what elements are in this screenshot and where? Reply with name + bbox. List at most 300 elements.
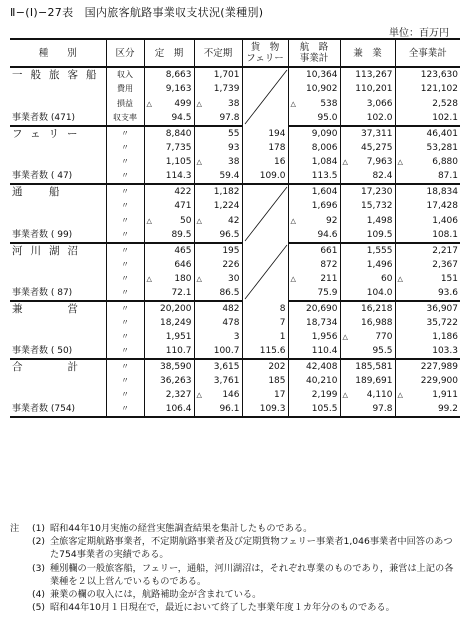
value-cell — [194, 199, 242, 213]
value-cell — [242, 359, 288, 374]
value-text: 8,663 — [165, 70, 192, 81]
value-cell — [340, 141, 395, 155]
value-cell — [395, 155, 460, 169]
value-text: 55 — [228, 129, 240, 139]
value-text: 110,201 — [355, 84, 393, 95]
negative-mark: △ — [196, 391, 202, 399]
negative-mark: △ — [146, 99, 152, 108]
value-cell — [288, 199, 340, 213]
value-cell — [340, 96, 395, 110]
value-text: 37,311 — [361, 129, 393, 139]
row-class: 損益 — [106, 96, 144, 110]
row-class: 〃 — [106, 272, 144, 286]
value-text: 482 — [222, 304, 240, 314]
value-cell — [144, 141, 194, 155]
value-cell — [395, 82, 460, 96]
negative-mark: △ — [196, 216, 202, 225]
value-text: 87.1 — [437, 171, 458, 181]
value-text: 1,911 — [432, 390, 458, 400]
value-cell — [340, 301, 395, 316]
table-row — [10, 141, 460, 155]
row-class: 〃 — [106, 374, 144, 388]
value-cell — [288, 111, 340, 126]
row-class: 〃 — [106, 258, 144, 272]
value-text: 100.7 — [213, 346, 240, 356]
value-cell — [242, 402, 288, 417]
table-row — [10, 359, 460, 374]
note-head — [10, 562, 32, 588]
value-text: 17,428 — [426, 201, 458, 212]
value-text: 4,110 — [366, 390, 393, 400]
value-text: 185 — [268, 376, 286, 386]
value-text: 1,696 — [311, 201, 338, 212]
value-text: 97.8 — [372, 404, 393, 414]
value-cell — [144, 374, 194, 388]
header-koro-a: 航 路 — [299, 42, 329, 53]
value-cell — [288, 402, 340, 417]
value-text: 35,722 — [426, 318, 458, 328]
value-cell — [395, 213, 460, 227]
row-class: 〃 — [106, 243, 144, 258]
value-cell — [340, 155, 395, 169]
value-cell — [288, 96, 340, 110]
negative-mark: △ — [196, 158, 202, 166]
value-cell — [194, 111, 242, 126]
value-cell — [288, 67, 340, 82]
note-head — [10, 601, 32, 614]
row-class: 〃 — [106, 359, 144, 374]
value-text: 115.6 — [259, 346, 286, 356]
category-name: 合 計 — [12, 361, 86, 373]
value-cell — [288, 141, 340, 155]
table-title: Ⅱ−(Ⅰ)−27表 国内旅客航路事業収支状況(業種別) — [10, 6, 264, 19]
value-text: 108.1 — [432, 229, 458, 240]
category-blank — [10, 272, 106, 286]
value-text: 661 — [320, 246, 338, 256]
value-text: 7,963 — [366, 157, 393, 167]
note-number: (4) — [32, 589, 46, 601]
value-cell — [395, 258, 460, 272]
value-cell — [242, 344, 288, 359]
value-cell — [194, 344, 242, 359]
footnotes — [10, 522, 460, 614]
negative-mark: △ — [342, 391, 348, 399]
value-text: 151 — [440, 274, 458, 284]
row-class: 収入 — [106, 67, 144, 82]
value-cell — [395, 286, 460, 301]
value-text: 1,105 — [165, 157, 192, 167]
value-cell — [340, 169, 395, 184]
negative-mark: △ — [342, 333, 348, 341]
value-cell — [242, 316, 288, 330]
value-cell — [144, 344, 194, 359]
table-row — [10, 184, 460, 199]
value-text: 1,498 — [366, 215, 393, 226]
income-table — [10, 38, 460, 418]
value-cell — [395, 228, 460, 243]
operator-count: 事業者数 (471) — [10, 111, 106, 126]
value-text: 202 — [268, 362, 286, 372]
negative-mark: △ — [290, 99, 296, 108]
row-class: 費用 — [106, 82, 144, 96]
value-text: 1,701 — [213, 70, 240, 81]
value-text: 194 — [268, 128, 286, 139]
note-item — [10, 535, 460, 561]
value-cell — [395, 141, 460, 155]
row-class: 〃 — [106, 213, 144, 227]
value-cell — [242, 388, 288, 402]
row-class: 〃 — [106, 228, 144, 243]
value-text: 110.7 — [165, 346, 192, 356]
table-row — [10, 126, 460, 141]
operator-count: 事業者数 ( 50) — [10, 344, 106, 359]
table-row — [10, 316, 460, 330]
value-text: 770 — [375, 332, 393, 342]
row-class: 〃 — [106, 169, 144, 184]
value-cell — [144, 243, 194, 258]
table-row — [10, 402, 460, 417]
table-row — [10, 111, 460, 126]
unit-label: 単位：百万円 — [389, 28, 449, 39]
value-text: 1,951 — [165, 332, 192, 342]
value-text: 6,880 — [432, 157, 458, 167]
header-kamotsu-b: フェリー — [246, 53, 284, 64]
table-row — [10, 272, 460, 286]
value-text: 72.1 — [171, 288, 192, 298]
negative-mark: △ — [196, 275, 202, 283]
operator-count: 事業者数 ( 99) — [10, 228, 106, 243]
value-text: 93.6 — [437, 288, 458, 298]
value-cell — [395, 96, 460, 110]
negative-mark: △ — [397, 275, 403, 283]
value-cell — [194, 184, 242, 199]
value-text: 96.5 — [219, 229, 240, 240]
note-text: 昭和44年10月実施の経営実態調査結果を集計したものである。 — [50, 523, 313, 534]
header-total: 全事業計 — [395, 39, 460, 67]
table-row — [10, 374, 460, 388]
value-text: 121,102 — [420, 84, 458, 95]
value-cell — [144, 388, 194, 402]
value-cell — [288, 330, 340, 344]
value-text: 109.3 — [259, 404, 286, 414]
note-item — [10, 562, 460, 588]
value-text: 17 — [274, 390, 286, 400]
note-number: (1) — [32, 523, 46, 534]
value-cell — [242, 155, 288, 169]
row-class: 〃 — [106, 199, 144, 213]
value-cell — [144, 272, 194, 286]
value-cell — [194, 243, 242, 258]
value-text: 36,263 — [160, 376, 192, 386]
value-text: 20,200 — [160, 304, 192, 314]
value-cell — [194, 258, 242, 272]
value-cell — [395, 359, 460, 374]
value-text: 16,218 — [361, 304, 393, 314]
header-koro-b: 事業計 — [299, 53, 329, 64]
value-cell — [194, 141, 242, 155]
table-row — [10, 388, 460, 402]
negative-mark: △ — [146, 275, 152, 283]
value-text: 2,528 — [432, 98, 458, 109]
value-text: 180 — [174, 274, 192, 284]
value-cell — [395, 402, 460, 417]
negative-mark: △ — [342, 158, 348, 166]
value-text: 95.0 — [317, 112, 338, 123]
value-text: 1,956 — [311, 332, 338, 342]
value-cell — [288, 82, 340, 96]
value-text: 16,988 — [361, 318, 393, 328]
row-class: 〃 — [106, 316, 144, 330]
row-class: 〃 — [106, 286, 144, 301]
value-cell — [340, 344, 395, 359]
value-cell — [194, 272, 242, 286]
category-blank — [10, 316, 106, 330]
note-head: 注 — [10, 523, 20, 534]
value-cell — [144, 126, 194, 141]
value-cell — [144, 155, 194, 169]
value-cell — [288, 316, 340, 330]
value-cell — [395, 67, 460, 82]
value-text: 7,735 — [165, 143, 192, 153]
table-row — [10, 228, 460, 243]
value-cell — [395, 272, 460, 286]
slash-line — [243, 68, 289, 126]
value-cell — [242, 301, 288, 316]
value-text: 2,199 — [311, 390, 338, 400]
value-text: 123,630 — [420, 70, 458, 81]
negative-mark: △ — [397, 391, 403, 399]
value-text: 36,907 — [426, 304, 458, 314]
value-text: 109.0 — [259, 171, 286, 181]
row-class: 収支率 — [106, 111, 144, 126]
value-text: 50 — [180, 215, 192, 226]
value-cell — [194, 67, 242, 82]
value-text: 2,327 — [165, 390, 192, 400]
value-cell — [194, 169, 242, 184]
diagonal-slash — [242, 184, 288, 243]
value-text: 227,989 — [420, 362, 458, 372]
value-cell — [144, 213, 194, 227]
value-text: 471 — [174, 201, 192, 212]
note-item — [10, 588, 460, 601]
note-number: (5) — [32, 602, 46, 614]
value-text: 38 — [228, 98, 240, 109]
value-text: 42,408 — [306, 362, 338, 372]
value-text: 18,249 — [160, 318, 192, 328]
value-cell — [395, 169, 460, 184]
value-cell — [395, 199, 460, 213]
value-cell — [242, 169, 288, 184]
value-text: 95.5 — [372, 346, 393, 356]
row-class: 〃 — [106, 141, 144, 155]
value-cell — [288, 155, 340, 169]
negative-mark: △ — [397, 158, 403, 166]
value-cell — [144, 301, 194, 316]
value-cell — [340, 316, 395, 330]
value-cell — [288, 169, 340, 184]
value-text: 499 — [174, 98, 192, 109]
table-row — [10, 258, 460, 272]
value-text: 178 — [268, 143, 286, 153]
value-text: 10,902 — [306, 84, 338, 95]
value-cell — [144, 258, 194, 272]
table-row — [10, 301, 460, 316]
value-cell — [144, 111, 194, 126]
value-text: 46,401 — [426, 129, 458, 139]
note-text: 全旅客定期航路事業者，不定期航路事業者及び定期貨物フェリー事業者1,046事業者中回答のあつた754事業者の実績である。 — [50, 536, 453, 561]
row-class: 〃 — [106, 388, 144, 402]
value-text: 103.3 — [432, 346, 458, 356]
value-cell — [340, 199, 395, 213]
value-cell — [288, 286, 340, 301]
value-cell — [340, 258, 395, 272]
value-text: 195 — [222, 246, 240, 256]
value-cell — [144, 96, 194, 110]
value-text: 1,604 — [311, 187, 338, 198]
row-class: 〃 — [106, 301, 144, 316]
value-cell — [242, 330, 288, 344]
value-text: 105.5 — [311, 404, 338, 414]
value-cell — [194, 359, 242, 374]
value-cell — [194, 286, 242, 301]
value-cell — [242, 374, 288, 388]
value-cell — [288, 228, 340, 243]
row-class: 〃 — [106, 184, 144, 199]
value-cell — [144, 199, 194, 213]
value-text: 1,406 — [432, 215, 458, 226]
value-cell — [395, 126, 460, 141]
value-text: 17,230 — [361, 187, 393, 198]
value-text: 94.5 — [171, 112, 192, 123]
slash-line — [243, 243, 289, 301]
value-cell — [340, 126, 395, 141]
value-text: 185,581 — [355, 362, 393, 372]
value-cell — [144, 228, 194, 243]
value-text: 1,182 — [213, 187, 240, 198]
row-class: 〃 — [106, 155, 144, 169]
value-text: 1,186 — [432, 332, 458, 342]
value-cell — [194, 155, 242, 169]
value-cell — [288, 258, 340, 272]
value-text: 189,691 — [355, 376, 393, 386]
value-cell — [340, 111, 395, 126]
value-text: 1,555 — [366, 246, 393, 256]
value-text: 3,761 — [213, 376, 240, 386]
value-text: 97.8 — [219, 112, 240, 123]
table-row — [10, 67, 460, 82]
note-item — [10, 522, 460, 535]
category-blank — [10, 82, 106, 96]
operator-count: 事業者数 (754) — [10, 402, 106, 417]
negative-mark: △ — [290, 216, 296, 225]
header-cls: 区分 — [106, 39, 144, 67]
value-cell — [242, 126, 288, 141]
value-text: 104.0 — [366, 288, 393, 298]
category-blank — [10, 213, 106, 227]
value-text: 93 — [228, 143, 240, 153]
value-text: 40,210 — [306, 376, 338, 386]
value-cell — [288, 126, 340, 141]
value-text: 9,163 — [165, 84, 192, 95]
value-text: 75.9 — [317, 288, 338, 298]
value-text: 42 — [228, 215, 240, 226]
value-text: 96.1 — [219, 404, 240, 414]
value-text: 102.1 — [432, 112, 458, 123]
value-cell — [340, 213, 395, 227]
value-text: 30 — [228, 274, 240, 284]
value-cell — [340, 228, 395, 243]
value-cell — [395, 301, 460, 316]
value-cell — [194, 374, 242, 388]
value-text: 53,281 — [426, 143, 458, 153]
diagonal-slash — [242, 243, 288, 301]
value-cell — [144, 82, 194, 96]
value-text: 2,367 — [432, 260, 458, 270]
value-cell — [144, 316, 194, 330]
value-cell — [288, 272, 340, 286]
value-cell — [340, 184, 395, 199]
category-blank — [10, 374, 106, 388]
value-text: 8,840 — [165, 129, 192, 139]
table-row — [10, 330, 460, 344]
value-text: 59.4 — [219, 171, 240, 181]
value-text: 1,496 — [366, 260, 393, 270]
value-cell — [288, 359, 340, 374]
value-text: 60 — [381, 274, 393, 284]
value-cell — [194, 301, 242, 316]
value-text: 18,734 — [306, 318, 338, 328]
value-text: 1,224 — [213, 201, 240, 212]
value-text: 10,364 — [306, 70, 338, 81]
category-blank — [10, 258, 106, 272]
header-row — [10, 39, 460, 67]
value-text: 99.2 — [437, 404, 458, 414]
value-cell — [288, 388, 340, 402]
table-row — [10, 243, 460, 258]
value-text: 18,834 — [426, 187, 458, 198]
note-head — [10, 535, 32, 561]
value-cell — [340, 359, 395, 374]
value-text: 3,066 — [366, 98, 393, 109]
value-cell — [144, 184, 194, 199]
table-row — [10, 169, 460, 184]
table-row — [10, 155, 460, 169]
row-class: 〃 — [106, 344, 144, 359]
value-text: 20,690 — [306, 304, 338, 314]
value-text: 478 — [222, 318, 240, 328]
value-text: 38,590 — [160, 362, 192, 372]
category-blank — [10, 96, 106, 110]
value-text: 38 — [228, 157, 240, 167]
value-cell — [340, 374, 395, 388]
value-cell — [194, 96, 242, 110]
value-cell — [144, 67, 194, 82]
value-cell — [242, 141, 288, 155]
table-row — [10, 286, 460, 301]
value-text: 45,275 — [361, 143, 393, 153]
value-cell — [288, 243, 340, 258]
value-text: 226 — [222, 260, 240, 270]
value-cell — [340, 402, 395, 417]
value-cell — [395, 374, 460, 388]
operator-count: 事業者数 ( 87) — [10, 286, 106, 301]
value-cell — [395, 316, 460, 330]
value-text: 1,084 — [311, 157, 338, 167]
value-cell — [194, 388, 242, 402]
value-cell — [288, 184, 340, 199]
table-row — [10, 82, 460, 96]
value-text: 8 — [279, 303, 286, 314]
